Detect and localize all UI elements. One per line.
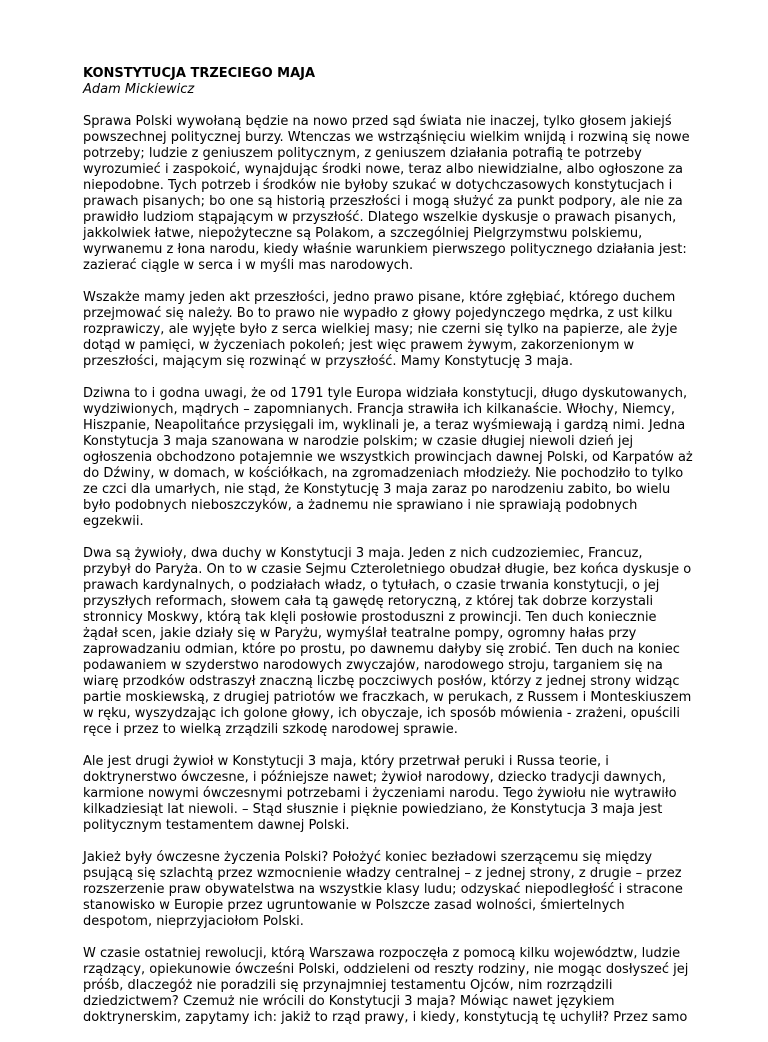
document-author: Adam Mickiewicz bbox=[83, 82, 195, 97]
paragraph: Sprawa Polski wywołaną będzie na nowo przed sąd świata nie inaczej, tylko głosem jakiejś powszechnej politycznej burzy. Wtenczas we wstrząśnięciu wielkim wnijdą i rozwiną się nowe potrzeby; ludzie z geniuszem politycznym, z geniuszem działania potrafią te potrzeby wyrozumieć i zaspokoić, wynajdując środki nowe, teraz albo niewidzialne, albo ogłoszone za niepodobne. Tych potrzeb i środków nie byłoby szukać w dotychczasowych konstytucjach i prawach pisanych; bo one są historią przeszłości i mogą służyć za punkt podpory, ale nie za prawidło ludziom stąpającym w przyszłość. Dlatego wszelkie dyskusje o prawach pisanych, jakkolwiek łatwe, niepożyteczne są Polakom, a szczególniej Pielgrzymstwu polskiemu, wyrwanemu z łona narodu, kiedy właśnie warunkiem pierwszego politycznego działania jest: zazierać ciągle w serca i w myśli mas narodowych. bbox=[83, 114, 690, 273]
paragraph: Ale jest drugi żywioł w Konstytucji 3 maja, który przetrwał peruki i Russa teorie, i doktrynerstwo ówczesne, i późniejsze nawet; żywioł narodowy, dziecko tradycji dawnych, karmione nowymi ówczesnymi potrzebami i życzeniami narodu. Tego żywiołu nie wytrawiło kilkadziesiąt lat niewoli. – Stąd słusznie i pięknie powiedziano, że Konstytucja 3 maja jest politycznym testamentem dawnej Polski. bbox=[83, 754, 677, 833]
paragraph: W czasie ostatniej rewolucji, którą Warszawa rozpoczęła z pomocą kilku województw, ludzie rządzący, opiekunowie ówcześni Polski, oddzieleni od reszty rodziny, nie mogąc dosłyszeć jej próśb, dlaczegóż nie poradzili się przynajmniej testamentu Ojców, nim rozrządzili dziedzictwem? Czemuż nie wrócili do Konstytucji 3 maja? Mówiąc nawet językiem doktrynerskim, zapytamy ich: jakiż to rząd prawy, i kiedy, konstytucją tę uchylił? Przez samo bbox=[83, 946, 689, 1025]
paragraph: Jakież były ówczesne życzenia Polski? Położyć koniec bezładowi szerzącemu się między psującą się szlachtą przez wzmocnienie władzy centralnej – z jednej strony, z drugie – przez rozszerzenie praw obywatelstwa na wszystkie klasy ludu; odzyskać niepodległość i stracone stanowisko w Europie przez ugruntowanie w Polszcze zasad wolności, śmiertelnych despotom, nieprzyjaciołom Polski. bbox=[83, 850, 683, 929]
paragraph: Dziwna to i godna uwagi, że od 1791 tyle Europa widziała konstytucji, długo dyskutowanych, wydziwionych, mądrych – zapomnianych. Francja strawiła ich kilkanaście. Włochy, Niemcy, Hiszpanie, Neapolitańce przysięgali im, wyklinali je, a teraz wyśmiewają i gardzą nimi. Jedna Konstytucja 3 maja szanowana w narodzie polskim; w czasie długiej niewoli dzień jej ogłoszenia obchodzono potajemnie we wszystkich prowincjach dawnej Polski, od Karpatów aż do Dźwiny, w domach, w kościółkach, na zgromadzeniach młodzieży. Nie pochodziło to tylko ze czci dla umarłych, nie stąd, że Konstytucję 3 maja zaraz po narodzeniu zabito, bo wielu było podobnych nieboszczyków, a żadnemu nie sprawiano i nie sprawiają podobnych egzekwii. bbox=[83, 386, 693, 529]
paragraph: Wszakże mamy jeden akt przeszłości, jedno prawo pisane, które zgłębiać, którego duchem przejmować się należy. Bo to prawo nie wypadło z głowy pojedynczego mędrka, z ust kilku rozprawiczy, ale wyjęte było z serca wielkiej masy; nie czerni się tylko na papierze, ale żyje dotąd w pamięci, w życzeniach pokoleń; jest więc prawem żywym, zakorzenionym w przeszłości, mającym się rozwinąć w przyszłość. Mamy Konstytucję 3 maja. bbox=[83, 290, 678, 369]
document-title: KONSTYTUCJA TRZECIEGO MAJA bbox=[83, 66, 316, 81]
document-page bbox=[83, 66, 693, 1042]
paragraph: Dwa są żywioły, dwa duchy w Konstytucji 3 maja. Jeden z nich cudzoziemiec, Francuz, przybył do Paryża. On to w czasie Sejmu Czteroletniego obudzał długie, bez końca dyskusje o prawach kardynalnych, o podziałach władz, o tytułach, o czasie trwania konstytucji, o jej przyszłych reformach, słowem cała tą gawędę retoryczną, z której tak dobrze korzystali stronnicy Moskwy, którą tak klęli posłowie prostoduszni z prowincji. Ten duch koniecznie żądał scen, jakie działy się w Paryżu, wymyślał teatralne pompy, ogromny hałas przy zaprowadzaniu odmian, które po prostu, po dawnemu dałyby się zrobić. Ten duch na koniec podawaniem w szyderstwo narodowych zwyczajów, narodowego stroju, targaniem się na wiarę przodków odstraszył znaczną liczbę poczciwych posłów, którzy z jednej strony widząc partie moskiewską, z drugiej patriotów we fraczkach, w perukach, z Russem i Monteskiuszem w ręku, wyszydzając ich golone głowy, ich obyczaje, ich sposób mówienia - zrażeni, opuścili ręce i przez to wielką zrządzili szkodę narodowej sprawie. bbox=[83, 546, 692, 737]
